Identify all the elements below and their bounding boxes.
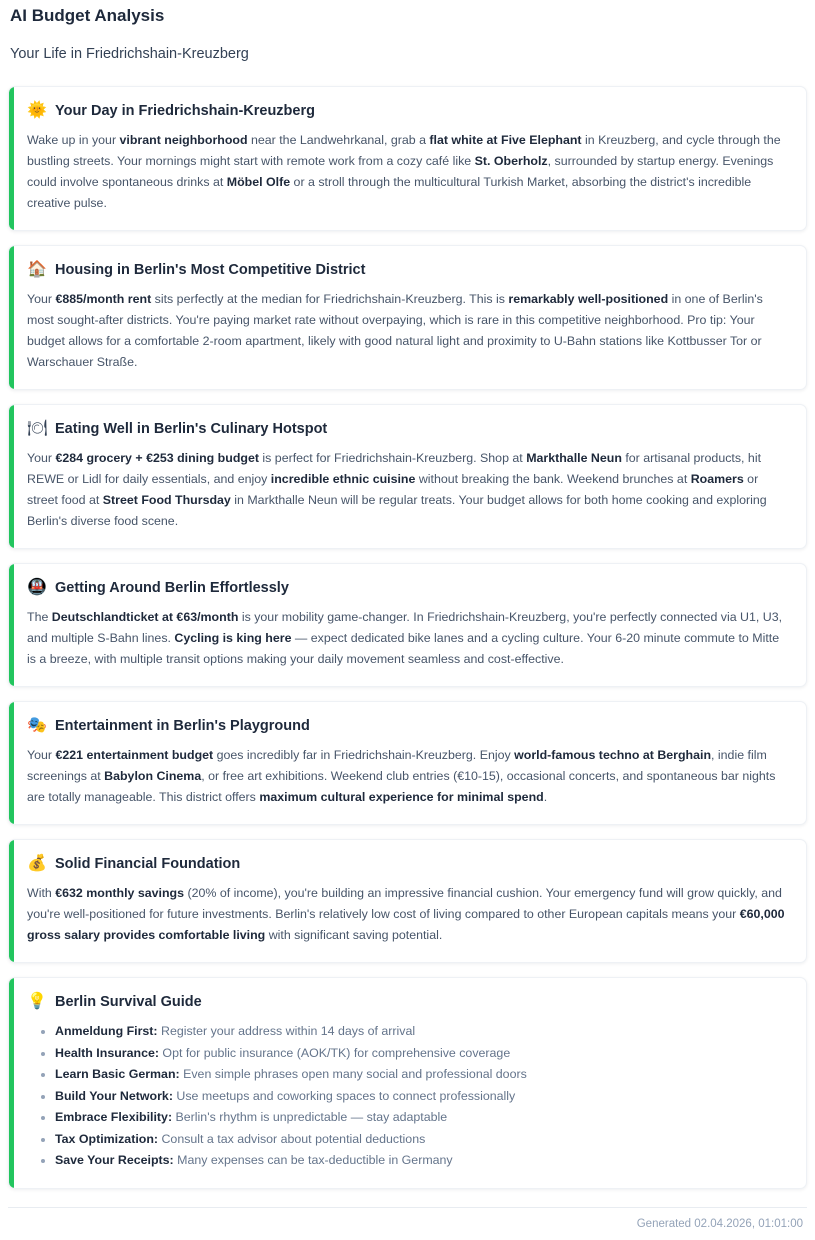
sun-icon: 🌞 — [27, 102, 47, 119]
list-item-text: Many expenses can be tax-deductible in Germany — [173, 1153, 453, 1167]
list-item-label: Anmeldung First: — [55, 1024, 158, 1038]
list-item-text: Consult a tax advisor about potential deductions — [158, 1131, 426, 1146]
list-item-text: Register your address within 14 days of arrival — [157, 1024, 416, 1038]
card-title: Getting Around Berlin Effortlessly — [55, 580, 289, 596]
list-item-text: Even simple phrases open many social and professional doors — [179, 1067, 527, 1081]
list-item-label: Learn Basic German: — [55, 1067, 180, 1081]
card-header — [27, 992, 790, 1012]
survival-guide-list — [27, 1021, 790, 1172]
list-item-label: Health Insurance: — [55, 1045, 159, 1060]
card-header — [27, 260, 790, 280]
theater-masks-icon: 🎭 — [27, 717, 47, 734]
list-item-text: Berlin's rhythm is unpredictable — stay adaptable — [172, 1110, 448, 1124]
list-item — [41, 1064, 790, 1086]
money-bag-icon: 💰 — [27, 855, 47, 872]
card-header — [27, 854, 790, 874]
card-header — [27, 578, 790, 598]
page-subtitle: Your Life in Friedrichshain-Kreuzberg — [10, 46, 249, 62]
card-body: With €632 monthly savings (20% of income), you're building an impressive financial cushion. Your emergency fund will grow quickly, and you're well-positioned for future investments. Berlin's relatively low cost of living compared to other European capitals means your €60,000 gross salary provides comfortable living with significant saving potential. — [27, 886, 785, 942]
footer-generated-timestamp: Generated 02.04.2026, 01:01:00 — [8, 1207, 807, 1240]
card-title: Entertainment in Berlin's Playground — [55, 718, 310, 734]
card-body: Your €885/month rent sits perfectly at the median for Friedrichshain-Kreuzberg. This is remarkably well-positioned in one of Berlin's most sought-after districts. You're paying market rate without overpaying, which is rare in this competitive neighborhood. Pro tip: Your budget allows for a comfortable 2-room apartment, likely with good natural light and proximity to U-Bahn stations like Kottbusser Tor or Warschauer Straße. — [27, 292, 763, 369]
house-icon: 🏠 — [27, 261, 47, 278]
list-item-text: Use meetups and coworking spaces to connect professionally — [172, 1088, 516, 1103]
list-item — [41, 1107, 790, 1129]
list-item-label: Embrace Flexibility: — [55, 1110, 173, 1124]
card-body: The Deutschlandticket at €63/month is your mobility game-changer. In Friedrichshain-Kreuzberg, you're perfectly connected via U1, U3, and multiple S-Bahn lines. Cycling is king here — expect dedicated bike lanes and a cycling culture. Your 6-20 minute commute to Mitte is a breeze, with multiple transit options making your daily movement seamless and cost-effective. — [27, 610, 783, 666]
list-item — [41, 1150, 790, 1172]
card-body: Your €284 grocery + €253 dining budget is perfect for Friedrichshain-Kreuzberg. Shop at Markthalle Neun for artisanal products, hit REWE or Lidl for daily essentials, and enjoy incredible ethnic cuisine without breaking the bank. Weekend brunches at Roamers or street food at Street Food Thursday in Markthalle Neun will be regular treats. Your budget allows for both home cooking and exploring Berlin's diverse food scene. — [27, 451, 767, 528]
card-food — [8, 404, 807, 549]
card-daily-life — [8, 86, 807, 231]
list-item — [41, 1043, 790, 1065]
card-savings — [8, 839, 807, 963]
card-survival-guide — [8, 977, 807, 1189]
list-item — [41, 1086, 790, 1108]
list-item — [41, 1021, 790, 1043]
card-title: Eating Well in Berlin's Culinary Hotspot — [55, 421, 328, 437]
card-title: Housing in Berlin's Most Competitive District — [55, 262, 366, 278]
card-title: Your Day in Friedrichshain-Kreuzberg — [55, 103, 315, 119]
list-item — [41, 1129, 790, 1151]
list-item-label: Build Your Network: — [55, 1088, 173, 1103]
card-body: Your €221 entertainment budget goes incredibly far in Friedrichshain-Kreuzberg. Enjoy world-famous techno at Berghain, indie film screenings at Babylon Cinema, or free art exhibitions. Weekend club entries (€10-15), occasional concerts, and spontaneous bar nights are totally manageable. This district offers maximum cultural experience for minimal spend. — [27, 748, 776, 804]
card-title: Berlin Survival Guide — [55, 994, 202, 1010]
plate-icon: 🍽 — [27, 420, 48, 437]
card-entertainment — [8, 701, 807, 825]
page-title: AI Budget Analysis — [10, 6, 165, 25]
lightbulb-icon: 💡 — [27, 993, 47, 1010]
analysis-card-list — [8, 86, 807, 1189]
card-body: Wake up in your vibrant neighborhood near the Landwehrkanal, grab a flat white at Five Elephant in Kreuzberg, and cycle through the bustling streets. Your mornings might start with remote work from a cozy café like St. Oberholz, surrounded by startup energy. Evenings could involve spontaneous drinks at Möbel Olfe or a stroll through the multicultural Turkish Market, absorbing the district's incredible creative pulse. — [27, 133, 781, 210]
card-header — [27, 419, 790, 439]
metro-icon: 🚇 — [27, 579, 47, 596]
card-header — [27, 716, 790, 736]
card-title: Solid Financial Foundation — [55, 856, 241, 872]
list-item-label: Save Your Receipts: — [55, 1153, 174, 1167]
card-header — [27, 101, 790, 121]
list-item-label: Tax Optimization: — [55, 1131, 159, 1146]
card-transport — [8, 563, 807, 687]
card-housing — [8, 245, 807, 390]
list-item-text: Opt for public insurance (AOK/TK) for comprehensive coverage — [158, 1045, 511, 1060]
